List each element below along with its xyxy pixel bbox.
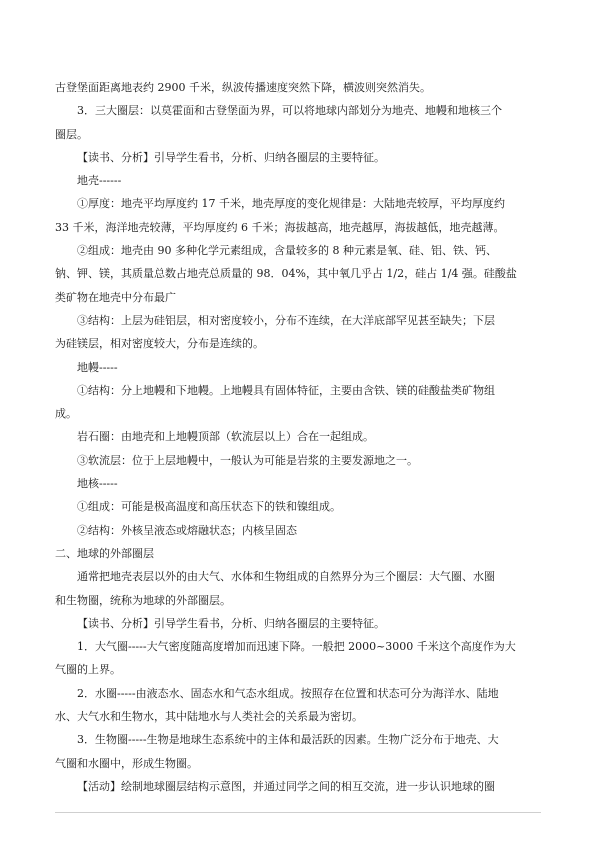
text-line: 圈层。 <box>55 127 88 141</box>
text-line: 古登堡面距离地表约 2900 千米，纵波传播速度突然下降，横波则突然消失。 <box>55 81 431 94</box>
text-line: 钠、钾、镁，其质量总数占地壳总质量的 98．04%，其中氧几乎占 1/2，硅占 1/4 强。硅酸盐 <box>55 267 517 281</box>
text-line: 岩石圈：由地壳和上地幔顶部（软流层以上）合在一起组成。 <box>77 430 374 444</box>
text-line: 通常把地壳表层以外的由大气、水体和生物组成的自然界分为三个圈层：大气圈、水圈 <box>77 570 495 584</box>
text-line: 成。 <box>55 407 77 421</box>
page-bottom-rule <box>55 812 541 813</box>
text-line: 【读书、分析】引导学生看书，分析、归纳各圈层的主要特征。 <box>77 616 385 630</box>
text-line: 地核----- <box>77 477 118 491</box>
text-line: 【读书、分析】引导学生看书，分析、归纳各圈层的主要特征。 <box>77 150 385 164</box>
document-body <box>55 76 541 798</box>
text-line: 和生物圈，统称为地球的外部圈层。 <box>55 593 231 607</box>
text-line: ①厚度：地壳平均厚度约 17 千米，地壳厚度的变化规律是：大陆地壳较厚，平均厚度约 <box>77 197 505 211</box>
text-line: ③软流层：位于上层地幔中，一般认为可能是岩浆的主要发源地之一。 <box>77 453 418 467</box>
text-line: ③结构：上层为硅铝层，相对密度较小，分布不连续，在大洋底部罕见甚至缺失；下层 <box>77 313 495 327</box>
text-line: 1．大气圈-----大气密度随高度增加而迅速下降。一般把 2000~3000 千米这个高度作为大 <box>77 640 516 654</box>
text-line: 气圈的上界。 <box>55 663 121 677</box>
text-line: 3．生物圈-----生物是地球生态系统中的主体和最活跃的因素。生物广泛分布于地壳、大 <box>77 733 499 747</box>
text-line: 类矿物在地壳中分布最广 <box>55 290 176 304</box>
text-line: 3．三大圈层：以莫霍面和古登堡面为界，可以将地球内部划分为地壳、地幔和地核三个 <box>77 104 502 118</box>
text-line: ①组成：可能是极高温度和高压状态下的铁和镍组成。 <box>77 500 341 514</box>
text-line: 为硅镁层，相对密度较大，分布是连续的。 <box>55 337 264 351</box>
text-line: 2．水圈-----由液态水、固态水和气态水组成。按照存在位置和状态可分为海洋水、陆地 <box>77 686 499 700</box>
text-line: 地壳------ <box>77 174 122 188</box>
text-line: 地幔----- <box>77 360 118 374</box>
text-line: 气圈和水圈中，形成生物圈。 <box>55 756 198 770</box>
text-line: 【活动】绘制地球圈层结构示意图，并通过同学之间的相互交流，进一步认识地球的圈 <box>77 779 495 793</box>
text-line: 水、大气水和生物水，其中陆地水与人类社会的关系最为密切。 <box>55 710 363 724</box>
text-line: ②组成：地壳由 90 多种化学元素组成，含量较多的 8 种元素是氧、硅、铝、铁、钙、 <box>77 244 497 258</box>
text-line: ②结构：外核呈液态或熔融状态；内核呈固态 <box>77 523 297 537</box>
text-line: 二、地球的外部圈层 <box>55 546 154 560</box>
text-line: ①结构：分上地幔和下地幔。上地幔具有固体特征，主要由含铁、镁的硅酸盐类矿物组 <box>77 383 495 397</box>
text-line: 33 千米，海洋地壳较薄，平均厚度约 6 千米；海拔越高，地壳越厚，海拔越低，地壳越薄。 <box>55 220 505 234</box>
